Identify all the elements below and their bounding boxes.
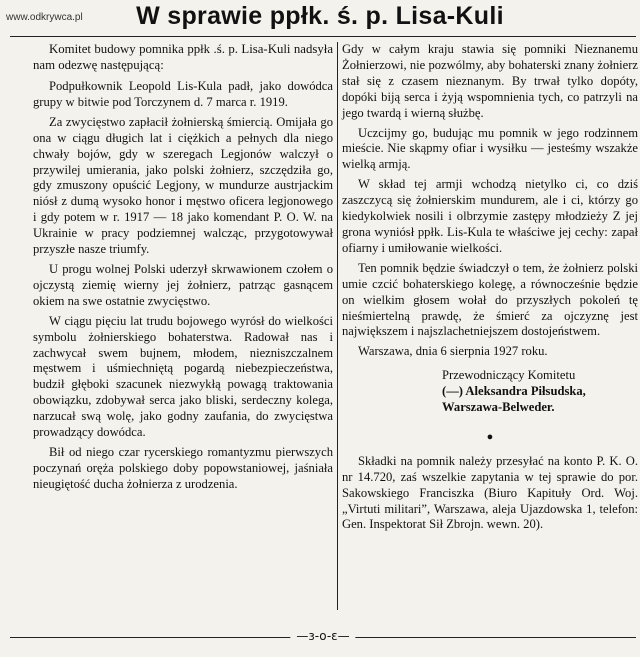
intro-paragraph: Komitet budowy pomnika ppłk .ś. p. Lisa-Kuli nadsyła nam odezwę następującą:	[33, 42, 333, 72]
divider-ornament: —ɜ-o-ɛ—	[290, 629, 355, 643]
body-paragraph: Bił od niego czar rycerskiego romantyzmu pierwszych poczynań oręża polskiego doby popowstaniowej, jaśniała nieugiętość ducha żołnierza z urodzenia.	[33, 444, 333, 491]
top-rule	[10, 36, 636, 37]
date-line: Warszawa, dnia 6 sierpnia 1927 roku.	[358, 344, 548, 359]
body-paragraph: Gdy w całym kraju stawia się pomniki Nieznanemu Żołnierzowi, nie pozwólmy, aby bohaterski znany żołnierz stał się z czasem nieznanym. By trwał tylko dopóty, dopóki biją serca i żyją wspomnienia tych, co patrzyli na jego twardą i wierną służbę.	[342, 42, 638, 120]
body-paragraph: Za zwycięstwo zapłacił żołnierską śmiercią. Omijała go ona w ciągu długich lat i ciężkich a pełnych dla niego chwały bojów, gdy w szeregach Legjonów walczył o przywilej umierania, jako polski żołnierz, szczędziła go, gdy zmuszony opuścić Legjony, w mundurze austrjackim niósł z dumą wysoko honor i męstwo oficera legjonowego i gdy potem w r. 1917 — 18 jako komendant P. O. W. na Ukrainie w pracy podziemnej walcząc, przygotowywał przyszłe nasze triumfy.	[33, 114, 333, 257]
footer-note: Składki na pomnik należy przesyłać na konto P. K. O. nr 14.720, zaś wszelkie zapytania w tej sprawie do por. Sakowskiego Franciszka (Biuro Kapituły Ord. Woj. „Virtuti militari”, Warszawa, aleja Ujazdowska 1, telefon: Gen. Inspektorat Sił Zbrojn. wewn. 20).	[342, 453, 638, 532]
site-watermark: www.odkrywca.pl	[6, 12, 83, 23]
signature-role: Przewodniczący Komitetu	[442, 368, 576, 383]
bottom-divider	[10, 630, 636, 644]
column-divider	[337, 42, 338, 610]
body-paragraph: U progu wolnej Polski uderzył skrwawionem czołem o ojczystą ziemię wierny jej żołnierz, patrząc gasnącem okiem na swe ostatnie zwycięstwo.	[33, 261, 333, 308]
body-paragraph: W ciągu pięciu lat trudu bojowego wyrósł do wielkości symbolu żołnierskiego bohaterstwa. Radował nas i zachwycał swem bujnem, młodem, niezniszczalnem męstwem i uśmiechniętą pogardą niebezpieczeństwa, budził głęboki szacunek niezwykłą powagą traktowania obowiązku, zdobywał serca jako bliski, serdeczny kolega, narzucał swą wolę, jako godny zaufania, do zwycięstwa prowadzący dowódca.	[33, 313, 333, 440]
body-paragraph: Uczcijmy go, budując mu pomnik w jego rodzinnem mieście. Nie skąpmy ofiar i wysiłku — jesteśmy wszakże wielką armją.	[342, 125, 638, 172]
body-paragraph: Podpułkownik Leopold Lis-Kula padł, jako dowódca grupy w bitwie pod Torczynem d. 7 marca r. 1919.	[33, 79, 333, 109]
right-column	[342, 42, 638, 537]
bullet-separator: ●	[486, 430, 494, 443]
signature-name: (—) Aleksandra Piłsudska,	[442, 384, 586, 399]
body-paragraph: Ten pomnik będzie świadczył o tem, że żołnierz polski umie czcić bohaterskiego kolegę, a równocześnie będzie on wielkim głosem wołał do przyszłych pokoleń tę nieśmiertelną prawdę, że śmierć za ojczyznę jest największem i najszlachetniejszem dostojeństwem.	[342, 260, 638, 339]
left-column	[33, 42, 333, 497]
signature-address: Warszawa-Belweder.	[442, 400, 555, 415]
body-paragraph: W skład tej armji wchodzą nietylko ci, co dziś zaszczycą się żołnierskim mundurem, ale i ci, którzy go kiedykolwiek nosili i olbrzymie zastępy młodzieży Z jej grona wyniósł ppłk. Lis-Kula te właściwe jej cechy: zapał ofiarny i umiłowanie wielkości.	[342, 177, 638, 255]
signature-block	[342, 368, 638, 416]
article-headline: W sprawie ppłk. ś. p. Lisa-Kuli	[136, 2, 504, 30]
